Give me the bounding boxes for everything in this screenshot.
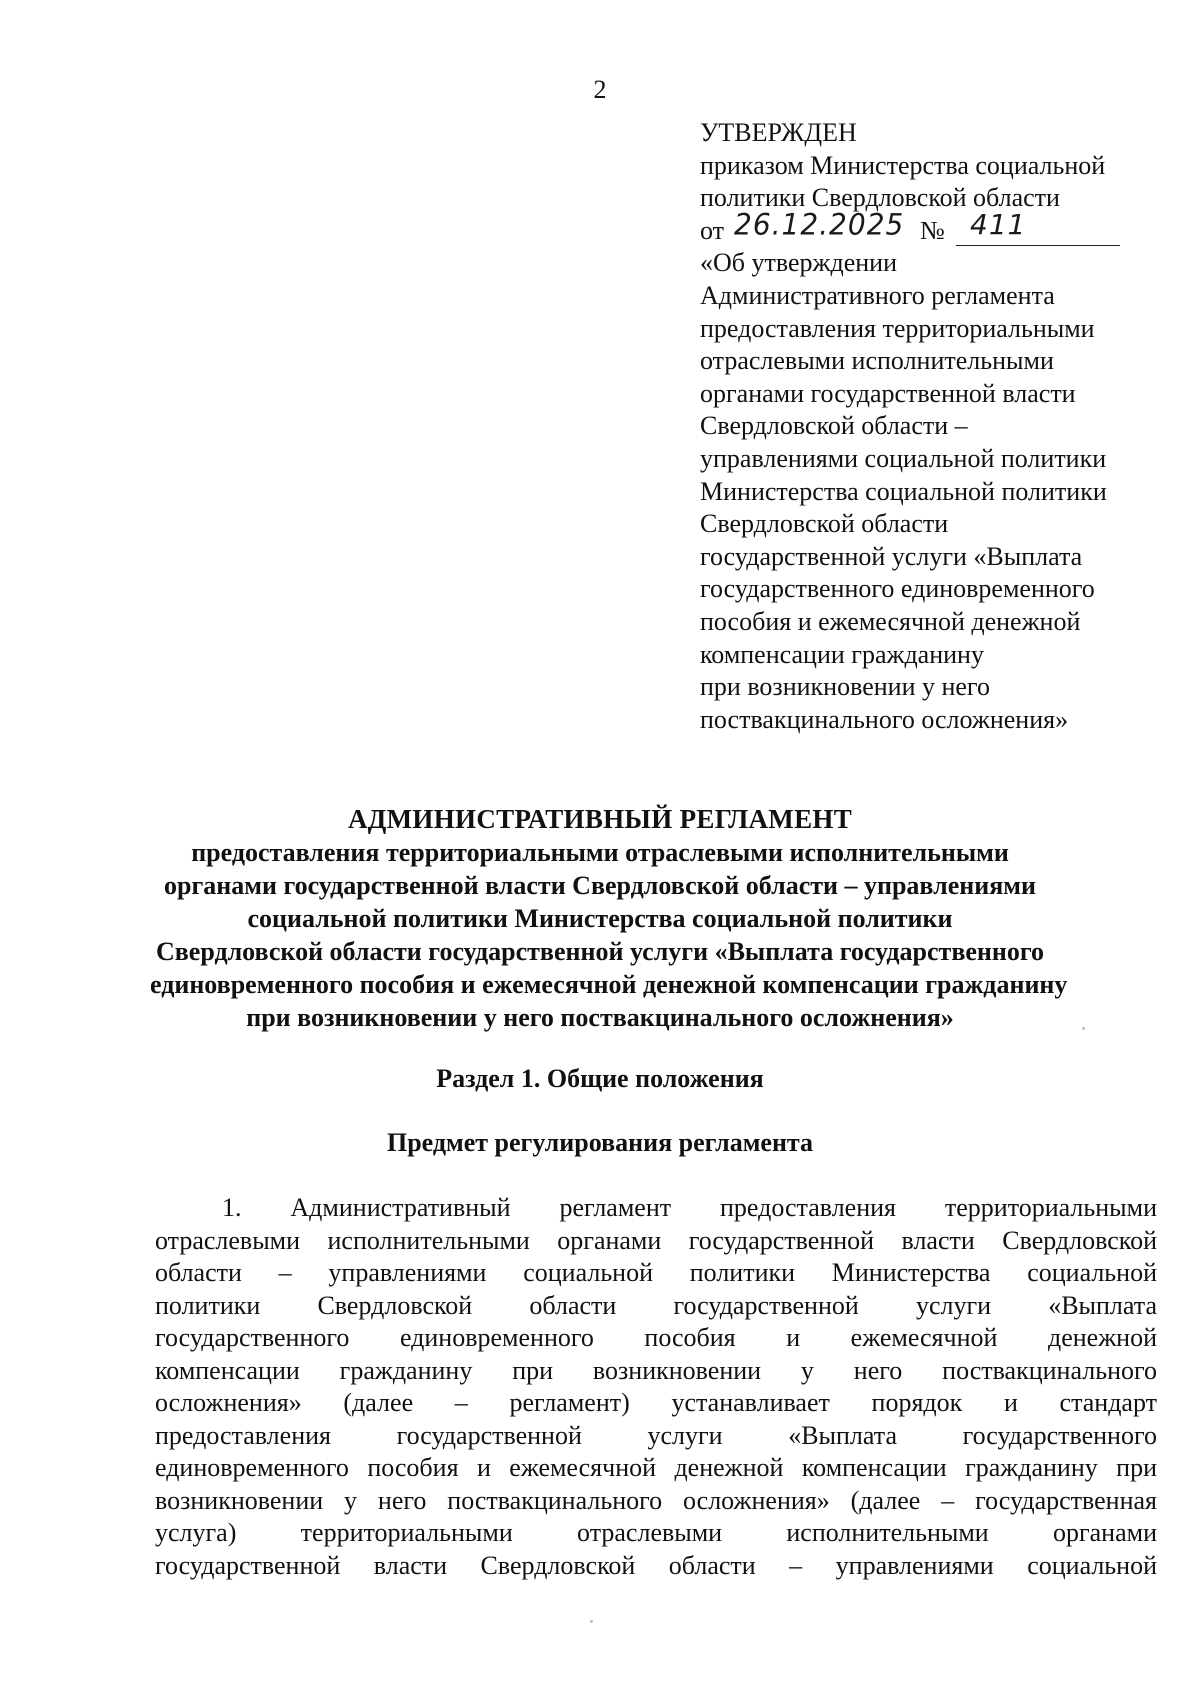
approval-title-line: управлениями социальной политики <box>700 443 1107 473</box>
approval-title-line: органами государственной власти <box>700 378 1076 408</box>
paragraph-1 <box>155 1192 1157 1582</box>
approval-title-line: Свердловской области – <box>700 411 968 441</box>
page-number: 2 <box>593 75 607 104</box>
paragraph-line: 1. Административный регламент предоставления территориальными <box>222 1193 1157 1222</box>
title-sub-line: единовременного пособия и ежемесячной денежной компенсации гражданину <box>150 970 1068 999</box>
approval-line: УТВЕРЖДЕН <box>700 118 857 147</box>
paragraph-line: государственной власти Свердловской области – управлениями социальной <box>155 1550 1157 1580</box>
approval-line: приказом Министерства социальной <box>700 150 1106 180</box>
paragraph-line: предоставления государственной услуги «Выплата государственного <box>155 1420 1157 1450</box>
approval-title-line: предоставления территориальными <box>700 313 1095 343</box>
approval-title-line: при возникновении у него <box>700 672 990 702</box>
paragraph-line: возникновении у него поствакцинального осложнения» (далее – государственная <box>155 1485 1157 1515</box>
approval-title-line: пособия и ежемесячной денежной <box>700 606 1081 636</box>
order-date-number-line <box>700 206 1160 248</box>
paragraph-line: единовременного пособия и ежемесячной денежной компенсации гражданину при <box>155 1453 1157 1482</box>
approval-title-line: «Об утверждении <box>700 248 898 278</box>
paragraph-line: государственного единовременного пособия и ежемесячной денежной <box>155 1323 1157 1352</box>
approval-title-line: государственного единовременного <box>700 574 1095 604</box>
paragraph-line: отраслевыми исполнительными органами государственной власти Свердловской <box>155 1225 1157 1255</box>
title-sub-line: социальной политики Министерства социальной политики <box>247 904 953 933</box>
handwritten-order-date: 26.12.2025 <box>734 206 905 242</box>
subsection-heading: Предмет регулирования регламента <box>386 1128 814 1157</box>
approval-title-line: компенсации гражданину <box>700 639 984 669</box>
approval-title-line: Административного регламента <box>700 280 1055 310</box>
paragraph-line: осложнения» (далее – регламент) устанавливает порядок и стандарт <box>155 1388 1157 1417</box>
section-heading: Раздел 1. Общие положения <box>436 1064 764 1093</box>
approval-title-line: Министерства социальной политики <box>700 476 1107 506</box>
paragraph-line: политики Свердловской области государственной услуги «Выплата <box>155 1290 1157 1320</box>
paragraph-line: компенсации гражданину при возникновении у него поствакцинального <box>155 1355 1157 1385</box>
title-sub-line: предоставления территориальными отраслевыми исполнительными <box>191 838 1009 867</box>
paragraph-line: услуга) территориальными отраслевыми исполнительными органами <box>155 1518 1157 1547</box>
approval-stamp-block <box>700 117 1160 736</box>
approval-title-line: Свердловской области <box>700 509 949 539</box>
order-prefix: от <box>700 215 725 245</box>
scan-speck <box>590 1620 593 1623</box>
handwritten-order-number: 411 <box>970 207 1027 241</box>
approval-title-line: поствакцинального осложнения» <box>700 704 1069 734</box>
approval-title-line: государственной услуги «Выплата <box>700 541 1083 571</box>
scan-speck <box>1082 1027 1085 1030</box>
order-number-sign: № <box>920 215 945 245</box>
approval-line: политики Свердловской области <box>700 183 1060 213</box>
document-title-main: АДМИНИСТРАТИВНЫЙ РЕГЛАМЕНТ <box>347 804 853 834</box>
title-sub-line: Свердловской области государственной услуги «Выплата государственного <box>155 937 1045 966</box>
approval-title-line: отраслевыми исполнительными <box>700 346 1054 376</box>
title-sub-line: при возникновении у него поствакцинального осложнения» <box>246 1003 954 1032</box>
document-title <box>150 802 1068 1034</box>
paragraph-line: области – управлениями социальной политики Министерства социальной <box>155 1258 1157 1287</box>
title-sub-line: органами государственной власти Свердловской области – управлениями <box>164 871 1036 900</box>
document-title-subtitle <box>150 836 1068 1034</box>
order-number-underline <box>956 245 1120 246</box>
